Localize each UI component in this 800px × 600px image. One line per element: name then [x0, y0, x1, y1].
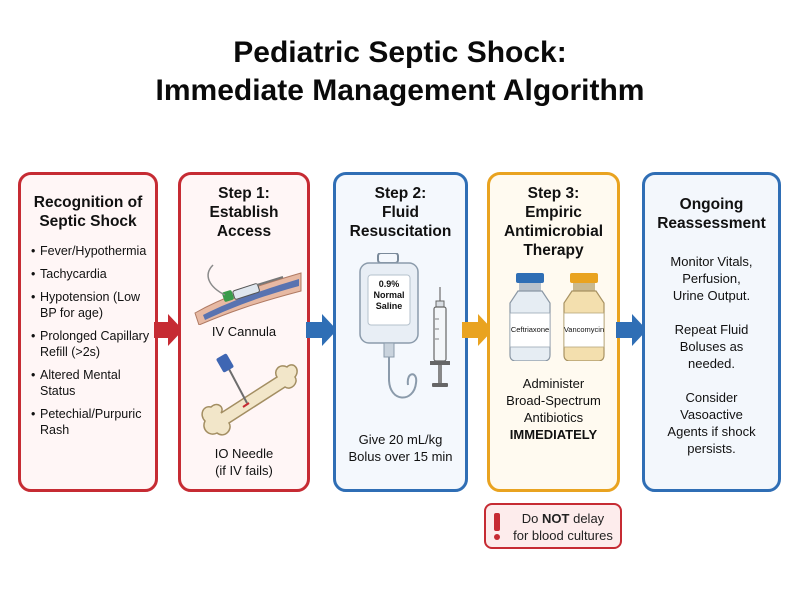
title-line-1: Pediatric Septic Shock:: [233, 36, 567, 69]
repeat-fluid-text-line-2: Boluses as: [679, 339, 744, 354]
warning-line-2: for blood cultures: [513, 528, 613, 543]
monitor-text-line-2: Perfusion,: [682, 271, 741, 286]
recognition-heading-line-2: Septic Shock: [39, 213, 137, 230]
antibiotic-instruction-line-3: Antibiotics: [523, 410, 584, 425]
warning-pre: Do: [521, 511, 543, 526]
vasoactive-text-line-3: Agents if shock: [667, 424, 756, 439]
step3-card: [487, 172, 620, 492]
ceftriaxone-vial-label: Ceftriaxone: [510, 325, 550, 334]
iv-label: IV Cannula: [211, 324, 277, 339]
antibiotic-vial-icon: [504, 273, 556, 361]
vasoactive-text-line-1: Consider: [685, 390, 738, 405]
antibiotic-instruction: [490, 375, 617, 443]
warning-text: [506, 510, 620, 544]
monitor-text-line-3: Urine Output.: [672, 288, 751, 303]
step3-heading: [490, 184, 617, 260]
step2-heading-line-3: Resuscitation: [349, 223, 452, 240]
sign-item: • Altered Mental Status: [31, 367, 155, 399]
step3-heading-line-2: Empiric: [525, 204, 582, 221]
step1-heading-line-3: Access: [216, 223, 272, 240]
monitor-text-line-1: Monitor Vitals,: [670, 254, 753, 269]
iv-cannula-icon: [193, 257, 303, 325]
sign-list: [31, 243, 155, 445]
step2-heading: [336, 184, 465, 241]
reassessment-heading-line-2: Reassessment: [657, 215, 766, 232]
fluid-dose-line-1: Give 20 mL/kg: [358, 432, 443, 447]
reassessment-card: [642, 172, 781, 492]
vasoactive-text-line-4: persists.: [687, 441, 736, 456]
recognition-card: [18, 172, 158, 492]
repeat-fluid-text-line-1: Repeat Fluid: [674, 322, 749, 337]
io-label: [181, 445, 307, 479]
saline-bag-label: [368, 279, 410, 312]
repeat-fluid-text-line-3: needed.: [688, 356, 735, 371]
io-label-line-2: (if IV fails): [215, 463, 273, 478]
vasoactive-text: [645, 389, 778, 457]
antibiotic-instruction-line-1: Administer: [522, 376, 585, 391]
monitor-text: [645, 253, 778, 304]
page-title: [0, 34, 800, 110]
exclamation-icon: [491, 513, 503, 541]
io-needle-bone-icon: [195, 351, 303, 441]
sign-item: • Prolonged Capillary Refill (>2s): [31, 328, 155, 360]
sign-item: • Hypotension (Low BP for age): [31, 289, 155, 321]
warning-line-1: [506, 510, 620, 527]
sign-item: • Petechial/Purpuric Rash: [31, 406, 155, 438]
step3-heading-line-4: Therapy: [523, 242, 584, 259]
recognition-heading-line-1: Recognition of: [33, 194, 143, 211]
step3-heading-line-1: Step 3:: [527, 185, 580, 202]
repeat-fluid-text: [645, 321, 778, 372]
step1-heading-line-2: Establish: [209, 204, 279, 221]
recognition-heading: [21, 193, 155, 231]
reassessment-heading: [645, 195, 778, 233]
warning-post: delay: [569, 511, 605, 526]
sign-item: • Tachycardia: [31, 266, 155, 282]
antibiotic-vial-icon: [558, 273, 610, 361]
reassessment-heading-line-1: Ongoing: [679, 196, 744, 213]
step2-heading-line-1: Step 2:: [374, 185, 427, 202]
step1-heading: [181, 184, 307, 241]
antibiotic-instruction-emphasis: IMMEDIATELY: [509, 427, 598, 442]
step1-heading-line-1: Step 1:: [218, 185, 270, 202]
step2-heading-line-2: Fluid: [381, 204, 420, 221]
step2-card: [333, 172, 468, 492]
io-label-line-1: IO Needle: [214, 446, 274, 461]
blood-culture-warning: [484, 503, 622, 549]
syringe-icon: [428, 287, 452, 391]
vasoactive-text-line-2: Vasoactive: [680, 407, 743, 422]
step1-card: [178, 172, 310, 492]
fluid-dose-text: [336, 431, 465, 465]
sign-item: • Fever/Hypothermia: [31, 243, 155, 259]
antibiotic-instruction-line-2: Broad-Spectrum: [506, 393, 601, 408]
saline-bag-label-line-1: 0.9%: [378, 279, 400, 289]
fluid-dose-line-2: Bolus over 15 min: [348, 449, 453, 464]
title-line-2: Immediate Management Algorithm: [155, 74, 645, 107]
step3-heading-line-3: Antimicrobial: [503, 223, 604, 240]
saline-bag-label-line-2: Normal: [373, 290, 405, 300]
saline-bag-label-line-3: Saline: [375, 301, 403, 311]
vancomycin-vial-label: Vancomycin: [563, 325, 605, 334]
warning-emphasis: NOT: [542, 511, 570, 526]
